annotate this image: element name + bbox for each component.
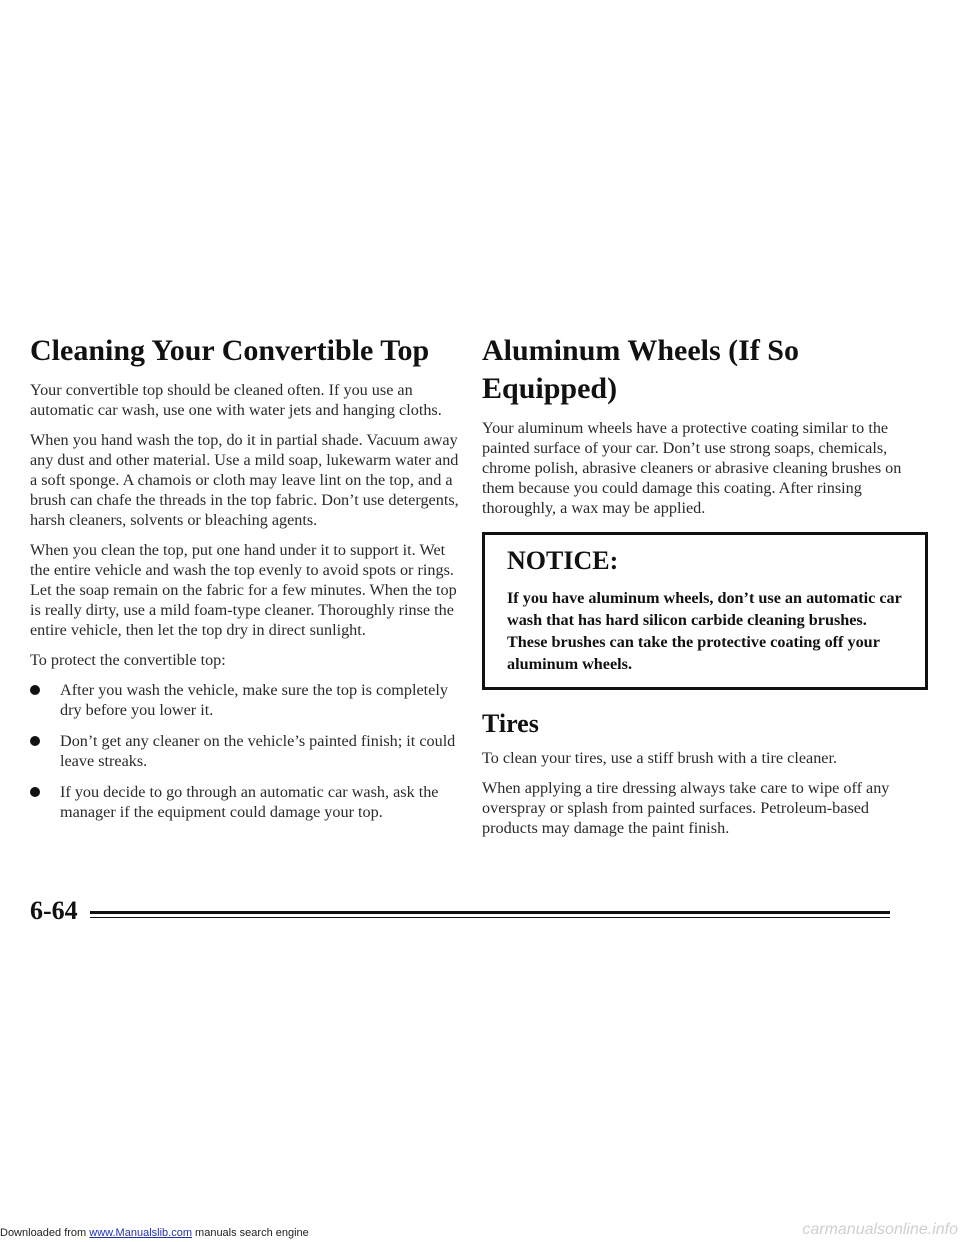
download-attribution — [0, 1226, 309, 1240]
list-item-text: If you decide to go through an automatic car wash, ask the manager if the equipment could damage your top. — [60, 783, 439, 821]
bullet-icon — [30, 685, 40, 695]
page-number: 6-64 — [30, 896, 78, 925]
footer-rule — [90, 911, 890, 914]
tires-section — [482, 708, 902, 838]
list-item — [30, 680, 460, 720]
notice-box — [482, 532, 928, 690]
manualslib-link[interactable]: www.Manualslib.com — [89, 1227, 192, 1239]
page-footer — [30, 896, 890, 926]
list-item — [30, 782, 460, 822]
section-heading-tires: Tires — [482, 709, 539, 738]
section-heading-aluminum-wheels: Aluminum Wheels (If So Equipped) — [482, 334, 799, 405]
footer-rule-thin — [90, 917, 890, 918]
notice-title: NOTICE: — [507, 546, 619, 575]
notice-text: If you have aluminum wheels, don’t use an automatic car wash that has hard silicon carbide cleaning brushes. These brushes can take the protective coating off your aluminum wheels. — [507, 589, 902, 673]
bullet-icon — [30, 736, 40, 746]
paragraph: To protect the convertible top: — [30, 651, 226, 669]
download-suffix: manuals search engine — [191, 1227, 309, 1239]
right-column — [482, 332, 902, 848]
paragraph: To clean your tires, use a stiff brush with a tire cleaner. — [482, 749, 838, 767]
paragraph: When you hand wash the top, do it in partial shade. Vacuum away any dust and other material. Use a mild soap, lukewarm water and a soft sponge. A chamois or cloth may leave lint on the top, and a brush can chafe the threads in the top fabric. Don’t use detergents, harsh cleaners, solvents or bleaching agents. — [30, 431, 459, 529]
watermark: carmanualsonline.info — [802, 1221, 958, 1238]
section-heading-convertible-top: Cleaning Your Convertible Top — [30, 334, 430, 367]
list-item-text: Don’t get any cleaner on the vehicle’s painted finish; it could leave streaks. — [60, 732, 456, 770]
list-item — [30, 731, 460, 771]
paragraph: When applying a tire dressing always take care to wipe off any overspray or splash from painted surfaces. Petroleum-based products may damage the paint finish. — [482, 779, 890, 837]
left-column — [30, 332, 460, 833]
paragraph: When you clean the top, put one hand under it to support it. Wet the entire vehicle and wash the top evenly to avoid spots or rings. Let the soap remain on the fabric for a few minutes. When the top is really dirty, use a mild foam-type cleaner. Thoroughly rinse the entire vehicle, then let the top dry in direct sunlight. — [30, 541, 457, 639]
download-prefix: Downloaded from — [0, 1227, 90, 1239]
paragraph: Your convertible top should be cleaned often. If you use an automatic car wash, use one with water jets and hanging cloths. — [30, 381, 442, 419]
list-item-text: After you wash the vehicle, make sure the top is completely dry before you lower it. — [60, 681, 448, 719]
bullet-list — [30, 680, 460, 822]
paragraph: Your aluminum wheels have a protective coating similar to the painted surface of your car. Don’t use strong soaps, chemicals, chrome polish, abrasive cleaners or abrasive cleaning brushes on them because you could damage this coating. After rinsing thoroughly, a wax may be applied. — [482, 419, 902, 517]
bullet-icon — [30, 787, 40, 797]
